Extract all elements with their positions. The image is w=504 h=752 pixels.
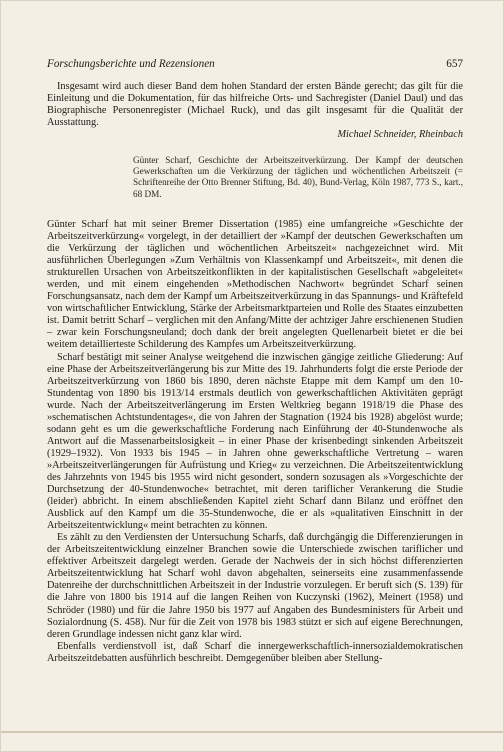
review-body bbox=[47, 219, 463, 665]
page-bottom-edge bbox=[1, 731, 503, 733]
previous-review-paragraph: Insgesamt wird auch dieser Band dem hohen Standard der ersten Bände gerecht; das gilt für die Einleitung und die Dokumentation, für das hilfreiche Orts- und Sachregister (Daniel Daul) und das Biographische Personenregister (Michael Ruck), und das gilt insgesamt für die Qualität der Ausstattung. bbox=[47, 81, 463, 129]
page-number: 657 bbox=[446, 58, 463, 70]
body-paragraph-1: Günter Scharf hat mit seiner Bremer Dissertation (1985) eine umfangreiche »Geschichte der Arbeitszeitverkürzung« vorgelegt, in der detailliert der »Kampf der deutschen Gewerkschaften um die Verkürzung der täglichen und wöchentlichen Arbeitszeit« nachgezeichnet wird. Mit ausführlichen Überlegungen »Zum Verhältnis von Klassenkampf und Arbeitszeit«, mit denen die strukturellen Ursachen von Arbeitszeitkonflikten in der kapitalistischen Gesellschaft »abgeleitet« werden, und mit einem eingehenden »Methodischen Nachwort« begründet Scharf seinen Forschungsansatz, nach dem der Kampf um Arbeitszeitverkürzung in das Spannungs- und Kräftefeld von wirtschaftlicher Entwicklung, Stärke der Arbeitsmarktparteien und Rolle des Staates einzubetten ist. Damit betritt Scharf – verglichen mit den Anfang/Mitte der achtziger Jahre erschienenen Studien – zwar kein Forschungsneuland; doch dank der breit angelegten Quellenarbeit bietet er die bei weitem detaillierteste Schilderung des Kampfes um Arbeitszeitverkürzung. bbox=[47, 219, 463, 351]
page-header bbox=[47, 57, 463, 71]
body-paragraph-4: Ebenfalls verdienstvoll ist, daß Scharf die innergewerkschaftlich-innersozialdemokratischen Arbeitszeitdebatten ausführlich beschreibt. Demgegenüber bleiben aber Stellung- bbox=[47, 640, 463, 664]
reviewer-signature: Michael Schneider, Rheinbach bbox=[337, 129, 463, 141]
body-paragraph-2: Scharf bestätigt mit seiner Analyse weitgehend die inzwischen gängige zeitliche Gliederung: Auf eine Phase der Arbeitszeitverlängerung bis zur Mitte des 19. Jahrhunderts folgt die erste Periode der Arbeitszeitverkürzung von 1860 bis 1890, deren nächste Etappe mit dem Kampf um den 10-Stundentag von 1890 bis 1913/14 erstmals deutlich von gewerkschaftlichen Aktivitäten geprägt wurde. Nach der Arbeitszeitverlängerung im Ersten Weltkrieg begann 1918/19 die Phase des »schematischen Achtstundentages«, die von Jahren der Stagnation (1924 bis 1928) abgelöst wurde; sodann geht es um die gewerkschaftliche Forderung nach Einführung der 40-Stundenwoche als Antwort auf die Massenarbeitslosigkeit – in einer Phase der krisenbedingt sinkenden Arbeitszeit (1929–1932). Von 1933 bis 1945 – in Jahren ohne gewerkschaftliche Vertretung – waren »Arbeitszeitverlängerungen für Aufrüstung und Krieg« zu verzeichnen. Die Arbeitszeitentwicklung des Jahrzehnts von 1945 bis 1955 wird nicht gesondert, sondern sozusagen als »Vorgeschichte der Durchsetzung der 40-Stundenwoche« betrachtet, mit deren tariflicher Verankerung die Studie (leider) abbricht. In einem abschließenden Kapitel zieht Scharf dann Bilanz und eröffnet den Ausblick auf den Kampf um die 35-Stundenwoche, die er als »qualitativen Einschnitt in der Arbeitszeitentwicklung« meint betrachten zu können. bbox=[47, 351, 463, 532]
previous-review-ending bbox=[47, 81, 463, 141]
running-head: Forschungsberichte und Rezensionen bbox=[47, 58, 215, 70]
body-paragraph-3: Es zählt zu den Verdiensten der Untersuchung Scharfs, daß durchgängig die Differenzierungen in der Arbeitszeitentwicklung einzelner Branchen sowie die Unterschiede zwischen tariflicher und effektiver Arbeitszeit dargelegt werden. Gerade der Nachweis der in sich höchst differenzierten Arbeitszeitentwicklung hat Scharf wohl davon abgehalten, seinerseits eine zusammenfassende Datenreihe der durchschnittlichen Arbeitszeit in der Industrie vorzulegen. Er beruft sich (S. 139) für die Jahre von 1800 bis 1914 auf die langen Reihen von Kuczynski (1962), Meinert (1958) und Schröder (1980) und für die Jahre 1950 bis 1977 auf Angaben des Bundesministers für Arbeit und Sozialordnung (S. 458). Nur für die Zeit von 1978 bis 1983 stützt er sich auf eigene Berechnungen, deren Grundlage indessen nicht ganz klar wird. bbox=[47, 532, 463, 640]
book-citation: Günter Scharf, Geschichte der Arbeitszeitverkürzung. Der Kampf der deutschen Gewerkschaften um die Verkürzung der täglichen und wöchentlichen Arbeitszeit (= Schriftenreihe der Otto Brenner Stiftung, Bd. 40), Bund-Verlag, Köln 1987, 773 S., kart., 68 DM. bbox=[133, 155, 463, 199]
